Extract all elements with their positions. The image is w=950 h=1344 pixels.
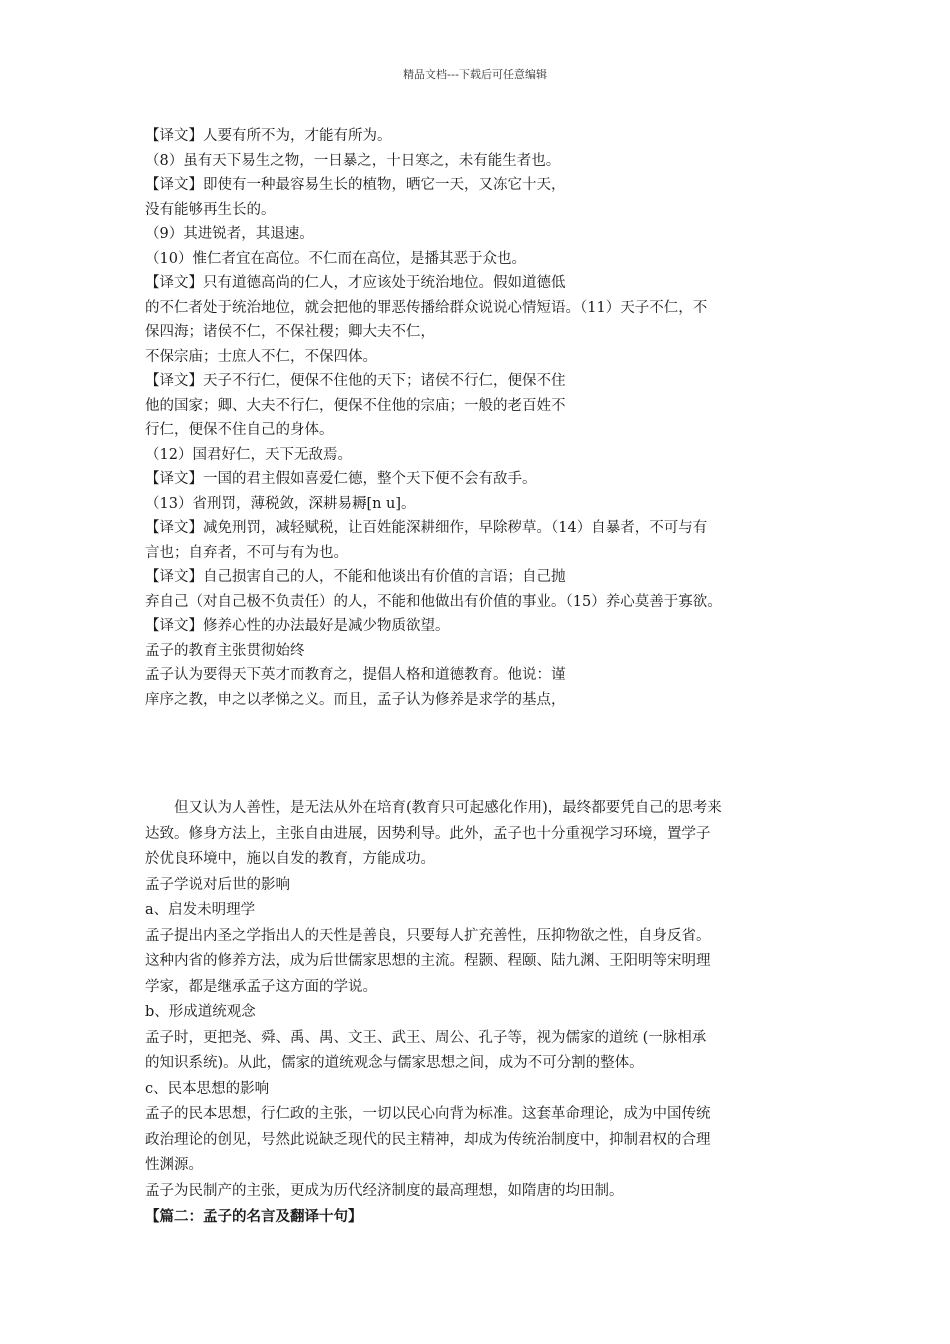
text-line: 保四海；诸侯不仁，不保社稷；卿大夫不仁， [145, 324, 435, 340]
text-line: 但又认为人善性，是无法从外在培育(教育只可起感化作用)，最终都要凭自己的思考来 [174, 800, 722, 816]
text-line: 孟子为民制产的主张，更成为历代经济制度的最高理想，如隋唐的均田制。 [145, 1182, 624, 1199]
text-line: 行仁，便保不住自己的身体。 [145, 422, 334, 438]
text-line: 言也；自弃者，不可与有为也。 [145, 544, 348, 561]
text-line: （9）其进锐者，其退速。 [145, 226, 314, 242]
text-line: 【译文】减免刑罚，减轻赋税，让百姓能深耕细作，早除秽草。（14）自暴者，不可与有 [145, 520, 708, 536]
text-line: 於优良环境中，施以自发的教育，方能成功。 [145, 851, 435, 867]
subsection-heading: b、形成道统观念 [145, 1004, 256, 1020]
chapter-heading: 【篇二：孟子的名言及翻译十句】 [145, 1208, 363, 1225]
text-line: 学家，都是继承孟子这方面的学说。 [145, 978, 377, 995]
text-line: 【译文】人要有所不为，才能有所为。 [145, 128, 392, 144]
subsection-heading: c、民本思想的影响 [145, 1080, 270, 1097]
text-line: （10）惟仁者宜在高位。不仁而在高位，是播其恶于众也。 [145, 250, 526, 267]
text-block-upper [145, 124, 810, 712]
text-line: 【译文】自己损害自己的人，不能和他谈出有价值的言语；自己抛 [145, 569, 566, 585]
text-line: （13）省刑罚，薄税敛，深耕易耨[n u]。 [145, 495, 416, 512]
text-line: 【译文】即使有一种最容易生长的植物，晒它一天，又冻它十天， [145, 177, 566, 193]
text-line: 没有能够再生长的。 [145, 201, 276, 218]
text-line: 达致。修身方法上，主张自由进展，因势利导。此外，孟子也十分重视学习环境，置学子 [145, 825, 711, 842]
page-header: 精品文档---下载后可任意编辑 [403, 68, 547, 81]
text-line: （8）虽有天下易生之物，一日暴之，十日寒之，未有能生者也。 [145, 152, 561, 169]
section-heading: 孟子的教育主张贯彻始终 [145, 642, 305, 659]
text-line: 【译文】修养心性的办法最好是减少物质欲望。 [145, 618, 450, 634]
text-line: 庠序之教，申之以孝悌之义。而且，孟子认为修养是求学的基点， [145, 691, 566, 708]
text-line: 【译文】一国的君主假如喜爱仁德，整个天下便不会有敌手。 [145, 471, 537, 487]
text-line: 这种内省的修养方法，成为后世儒家思想的主流。程颢、程颐、陆九渊、王阳明等宋明理 [145, 953, 711, 969]
text-line: 弃自己（对自己极不负责任）的人，不能和他做出有价值的事业。（15）养心莫善于寡欲。 [145, 593, 722, 610]
text-line: 的知识系统)。从此，儒家的道统观念与儒家思想之间，成为不可分割的整体。 [145, 1055, 644, 1071]
text-line: 政治理论的创见，号然此说缺乏现代的民主精神，却成为传统治制度中，抑制君权的合理 [145, 1131, 711, 1148]
text-line: 不保宗庙；士庶人不仁，不保四体。 [145, 348, 377, 365]
text-line: 孟子认为要得天下英才而教育之，提倡人格和道德教育。他说：谨 [145, 667, 566, 683]
subsection-heading: a、启发未明理学 [145, 902, 256, 918]
text-line: 性渊源。 [145, 1157, 203, 1173]
text-line: 的不仁者处于统治地位，就会把他的罪恶传播给群众说说心情短语。（11）天子不仁，不 [145, 299, 708, 316]
text-line: 孟子的民本思想，行仁政的主张，一切以民心向背为标准。这套革命理论，成为中国传统 [145, 1106, 711, 1122]
text-line: 孟子时，更把尧、舜、禹、禺、文王、武王、周公、孔子等，视为儒家的道统 (一脉相承 [145, 1029, 707, 1046]
text-line: 孟子提出内圣之学指出人的天性是善良，只要每人扩充善性，压抑物欲之性，自身反省。 [145, 927, 711, 944]
text-line: 他的国家；卿、大夫不行仁，便保不住他的宗庙；一般的老百姓不 [145, 397, 566, 414]
text-line: 【译文】只有道德高尚的仁人，才应该处于统治地位。假如道德低 [145, 275, 566, 291]
text-block-lower [145, 796, 810, 1230]
section-heading: 孟子学说对后世的影响 [145, 876, 290, 893]
text-line: 【译文】天子不行仁，便保不住他的天下；诸侯不行仁，便保不住 [145, 373, 566, 389]
text-line: （12）国君好仁，天下无敌焉。 [145, 446, 352, 463]
